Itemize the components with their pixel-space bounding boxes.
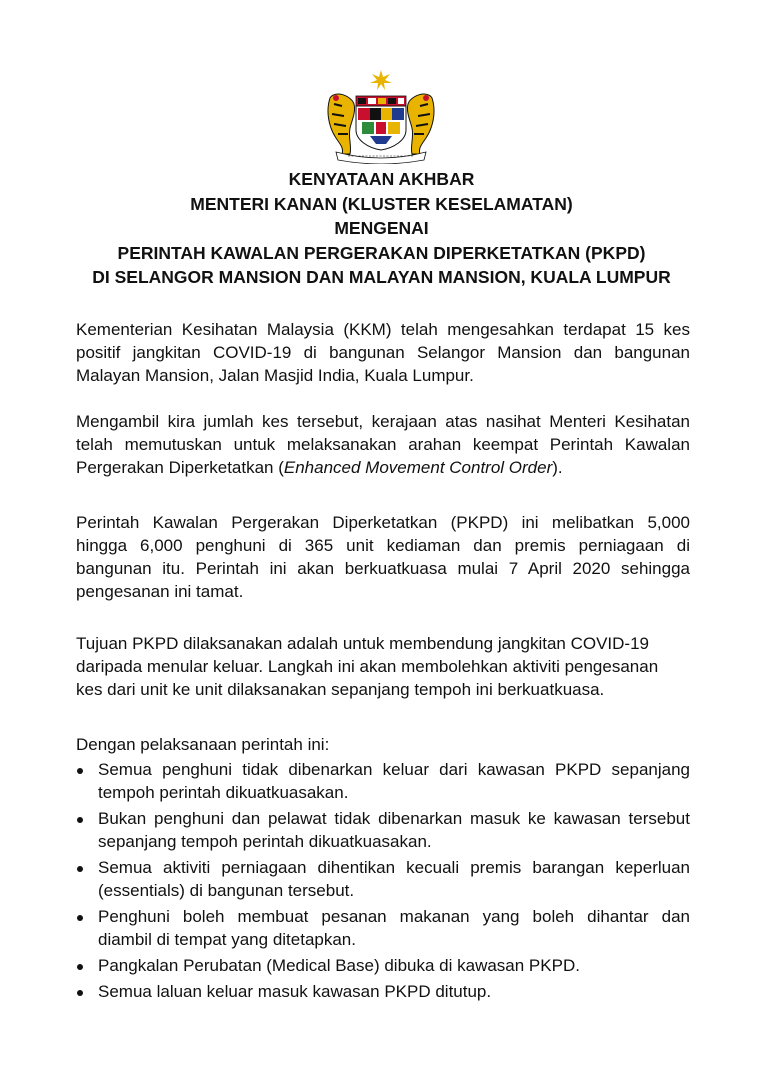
press-release-headline <box>40 167 723 290</box>
headline-line-4: PERINTAH KAWALAN PERGERAKAN DIPERKETATKAN (PKPD) <box>117 242 646 263</box>
list-item <box>76 905 690 951</box>
bullet-icon <box>77 915 83 921</box>
headline-line-2: MENTERI KANAN (KLUSTER KESELAMATAN) <box>190 193 573 214</box>
paragraph-1-line-1: Kementerian Kesihatan Malaysia (KKM) telah mengesahkan terdapat 15 kes <box>76 320 690 339</box>
headline-line-5: DI SELANGOR MANSION DAN MALAYAN MANSION, KUALA LUMPUR <box>92 267 671 287</box>
list-item-line-1: Semua penghuni tidak dibenarkan keluar dari kawasan PKPD sepanjang <box>98 760 690 779</box>
list-item-line-1: Pangkalan Perubatan (Medical Base) dibuka di kawasan PKPD. <box>98 956 580 975</box>
paragraph-3 <box>76 511 690 603</box>
list-item-line-1: Bukan penghuni dan pelawat tidak dibenarkan masuk ke kawasan tersebut <box>98 809 690 828</box>
paragraph-2-line-3 <box>76 456 690 479</box>
measures-list <box>76 758 690 1006</box>
paragraph-4-line-3: kes dari unit ke unit dilaksanakan sepanjang tempoh ini berkuatkuasa. <box>76 680 605 699</box>
paragraph-4 <box>76 632 690 701</box>
list-item <box>76 954 690 977</box>
paragraph-2 <box>76 410 690 479</box>
headline-line-1: KENYATAAN AKHBAR <box>288 169 475 189</box>
paragraph-4-line-1: Tujuan PKPD dilaksanakan adalah untuk membendung jangkitan COVID-19 <box>76 634 649 653</box>
list-item-line-1: Semua aktiviti perniagaan dihentikan kecuali premis barangan keperluan <box>98 858 690 877</box>
paragraph-2-line-3-end: ). <box>552 458 563 477</box>
paragraph-3-line-3: bangunan itu. Perintah ini akan berkuatkuasa mulai 7 April 2020 sehingga <box>76 559 690 578</box>
paragraph-2-line-3-start: Pergerakan Diperketatkan ( <box>76 458 284 477</box>
list-item-line-2: diambil di tempat yang ditetapkan. <box>98 930 356 949</box>
list-item <box>76 807 690 853</box>
malaysia-coat-of-arms-logo <box>322 68 440 164</box>
list-item <box>76 758 690 804</box>
paragraph-3-line-2: hingga 6,000 penghuni di 365 unit kediaman dan premis perniagaan di <box>76 536 690 555</box>
list-item-line-2: (essentials) di bangunan tersebut. <box>98 881 355 900</box>
paragraph-1-line-3: Malayan Mansion, Jalan Masjid India, Kuala Lumpur. <box>76 366 474 385</box>
paragraph-3-line-4: pengesanan ini tamat. <box>76 582 244 601</box>
bullet-icon <box>77 768 83 774</box>
paragraph-2-line-1: Mengambil kira jumlah kes tersebut, kerajaan atas nasihat Menteri Kesihatan <box>76 412 690 431</box>
list-item <box>76 980 690 1003</box>
bullet-icon <box>77 866 83 872</box>
bullet-icon <box>77 964 83 970</box>
list-intro: Dengan pelaksanaan perintah ini: <box>76 735 330 754</box>
paragraph-1-line-2: positif jangkitan COVID-19 di bangunan Selangor Mansion dan bangunan <box>76 343 690 362</box>
paragraph-2-italic-term: Enhanced Movement Control Order <box>283 458 553 477</box>
paragraph-2-line-2: telah memutuskan untuk melaksanakan arahan keempat Perintah Kawalan <box>76 435 690 454</box>
paragraph-1 <box>76 318 690 387</box>
list-item-line-2: sepanjang tempoh perintah dikuatkuasakan. <box>98 832 432 851</box>
headline-line-3: MENGENAI <box>334 218 429 238</box>
bullet-icon <box>77 817 83 823</box>
list-item-line-2: tempoh perintah dikuatkuasakan. <box>98 783 349 802</box>
list-item-line-1: Penghuni boleh membuat pesanan makanan yang boleh dihantar dan <box>98 907 690 926</box>
list-item <box>76 856 690 902</box>
bullet-icon <box>77 990 83 996</box>
paragraph-4-line-2: daripada menular keluar. Langkah ini akan membolehkan aktiviti pengesanan <box>76 657 659 676</box>
paragraph-3-line-1: Perintah Kawalan Pergerakan Diperketatkan (PKPD) ini melibatkan 5,000 <box>76 513 690 532</box>
list-item-line-1: Semua laluan keluar masuk kawasan PKPD ditutup. <box>98 982 492 1001</box>
